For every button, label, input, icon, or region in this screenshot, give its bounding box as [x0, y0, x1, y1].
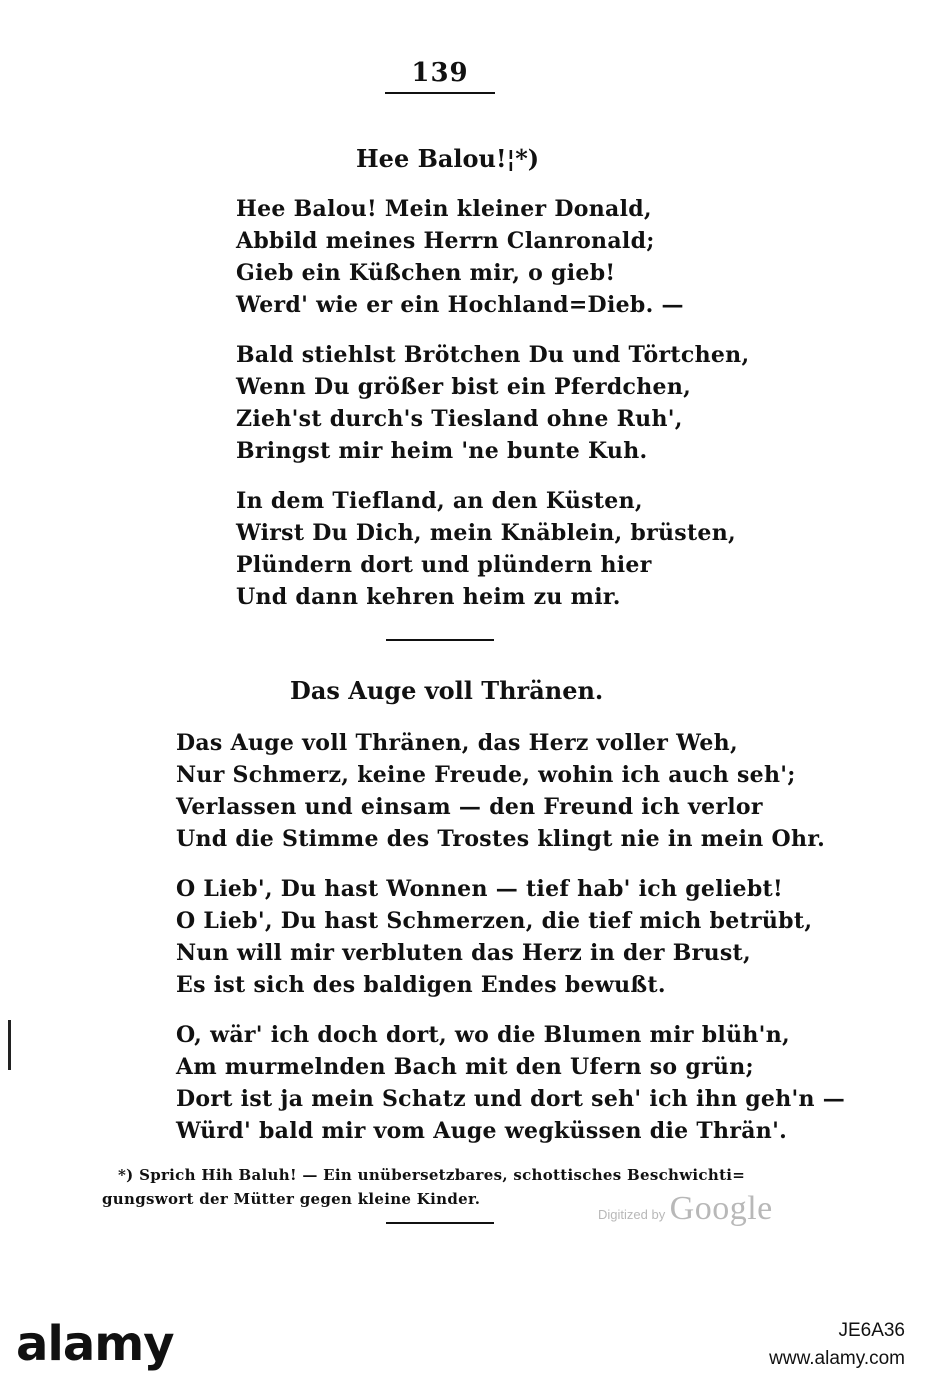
poem1-line: Bringst mir heim 'ne bunte Kuh. [236, 438, 648, 464]
poem2-title: Das Auge voll Thränen. [290, 676, 604, 705]
poem2-line: Am murmelnden Bach mit den Ufern so grün; [176, 1054, 754, 1080]
poem1-line: Werd' wie er ein Hochland=Dieb. — [236, 292, 684, 318]
poem2-line: Würd' bald mir vom Auge wegküssen die Thrän'. [176, 1118, 788, 1144]
poem2-line: O, wär' ich doch dort, wo die Blumen mir blüh'n, [176, 1022, 790, 1048]
poem2-line: O Lieb', Du hast Wonnen — tief hab' ich geliebt! [176, 876, 783, 902]
poem-separator-rule [386, 639, 494, 641]
digitized-brand: Google [669, 1190, 773, 1227]
digitized-watermark [598, 1190, 773, 1228]
page-number-rule [385, 92, 495, 94]
poem2-line: Nur Schmerz, keine Freude, wohin ich auch seh'; [176, 762, 796, 788]
poem1-line: Zieh'st durch's Tiesland ohne Ruh', [236, 406, 683, 432]
page-number: 139 [411, 58, 469, 88]
poem1-line: Und dann kehren heim zu mir. [236, 584, 621, 610]
poem2-line: O Lieb', Du hast Schmerzen, die tief mich betrübt, [176, 908, 813, 934]
scan-edge-mark [8, 1020, 11, 1070]
footnote-bottom-rule [386, 1222, 494, 1224]
poem1-title: Hee Balou!¦*) [356, 144, 540, 173]
stock-footer-bar [0, 1300, 939, 1390]
poem1-line: Wirst Du Dich, mein Knäblein, brüsten, [236, 520, 736, 546]
poem2-line: Und die Stimme des Trostes klingt nie in mein Ohr. [176, 826, 826, 852]
poem1-line: Abbild meines Herrn Clanronald; [236, 228, 655, 254]
poem1-line: Bald stiehlst Brötchen Du und Törtchen, [236, 342, 750, 368]
footnote-line: *) Sprich Hih Baluh! — Ein unübersetzbares, schottisches Beschwichti= [118, 1166, 746, 1184]
poem2-line: Es ist sich des baldigen Endes bewußt. [176, 972, 666, 998]
poem2-line: Nun will mir verbluten das Herz in der Brust, [176, 940, 751, 966]
poem1-line: Plündern dort und plündern hier [236, 552, 652, 578]
poem1-line: Wenn Du größer bist ein Pferdchen, [236, 374, 692, 400]
alamy-logo: alamy [16, 1316, 174, 1372]
poem2-line: Dort ist ja mein Schatz und dort seh' ich ihn geh'n — [176, 1086, 846, 1112]
poem2-line: Das Auge voll Thränen, das Herz voller Weh, [176, 730, 738, 756]
poem1-line: In dem Tiefland, an den Küsten, [236, 488, 643, 514]
site-url: www.alamy.com [769, 1348, 905, 1369]
poem1-line: Hee Balou! Mein kleiner Donald, [236, 196, 652, 222]
poem1-line: Gieb ein Küßchen mir, o gieb! [236, 260, 616, 286]
poem2-line: Verlassen und einsam — den Freund ich verlor [176, 794, 763, 820]
image-id: JE6A36 [838, 1320, 905, 1341]
footnote-line: gungswort der Mütter gegen kleine Kinder. [102, 1190, 481, 1208]
digitized-prefix: Digitized by [598, 1207, 666, 1222]
